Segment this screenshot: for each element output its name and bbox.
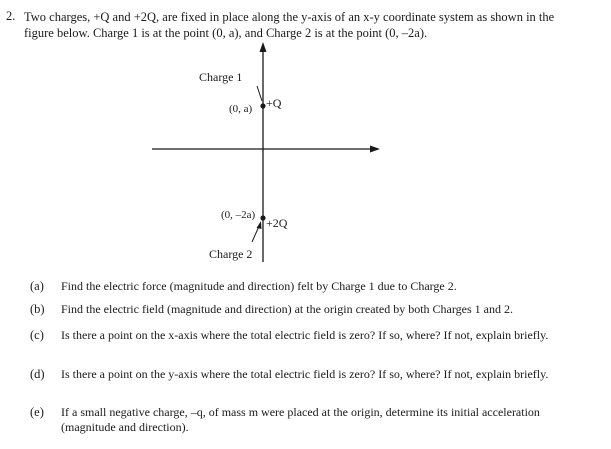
question-number: 2. (6, 9, 16, 23)
part-c-text: Is there a point on the x-axis where the total electric field is zero? If so, where? If not, explain briefly. (61, 328, 549, 342)
part-a-letter: (a) (30, 279, 44, 293)
charge-1-value: +Q (266, 96, 282, 110)
charge-2-dot (260, 215, 265, 220)
charge-2-label: Charge 2 (209, 247, 253, 261)
part-e-letter: (e) (30, 405, 44, 419)
x-axis-arrowhead (370, 146, 380, 153)
part-d-text: Is there a point on the y-axis where the total electric field is zero? If so, where? If not, explain briefly. (61, 367, 549, 381)
part-d-letter: (d) (30, 367, 45, 381)
y-axis-arrowhead (260, 42, 267, 52)
part-b-text: Find the electric field (magnitude and direction) at the origin created by both Charges 1 and 2. (61, 302, 513, 316)
charge-1-dot (260, 103, 265, 108)
charge-2-pointer-head (257, 221, 262, 229)
part-c-letter: (c) (30, 328, 44, 342)
charge-1-label: Charge 1 (199, 70, 243, 84)
charge-2-coord: (0, –2a) (221, 209, 256, 221)
charge-2-value: +2Q (266, 216, 288, 230)
part-e-text: If a small negative charge, –q, of mass m were placed at the origin, determine its initial acceleration (magnitude and direction). (61, 405, 540, 434)
part-a-text: Find the electric force (magnitude and direction) felt by Charge 1 due to Charge 2. (61, 279, 457, 293)
part-b-letter: (b) (30, 302, 45, 316)
charge-1-coord: (0, a) (229, 103, 253, 115)
charge-1-pointer (257, 86, 262, 101)
question-text: Two charges, +Q and +2Q, are fixed in place along the y-axis of an x-y coordinate system as shown in the figure below. Charge 1 is at the point (0, a), and Charge 2 is at the point (0, –2a). (24, 10, 555, 40)
